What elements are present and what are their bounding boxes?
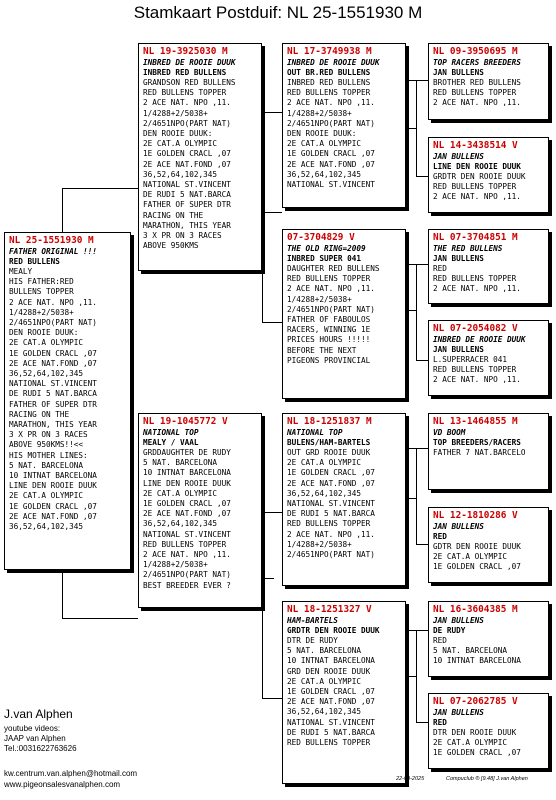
pedigree-line: 2 ACE NAT. NPO ,11.	[433, 284, 521, 294]
pigeon-owner: JAN BULLENS	[433, 67, 484, 77]
pedigree-line: GRANDSON RED BULLENS	[143, 77, 236, 87]
pigeon-owner: JAN BULLENS	[433, 253, 484, 263]
pigeon-card-dam-dam	[282, 601, 406, 784]
breeder-name: J.van Alphen	[4, 707, 73, 721]
connector	[408, 676, 416, 677]
pigeon-card-sire	[138, 43, 262, 271]
pigeon-owner: GRDTR DEN ROOIE DUUK	[287, 625, 380, 635]
pedigree-line: 2/4651NPO(PART NAT)	[143, 118, 231, 128]
pigeon-owner: DE RUDY	[433, 625, 466, 635]
pedigree-line: GRDDAUGHTER DE RUDY	[143, 447, 231, 457]
connector	[408, 310, 416, 311]
pigeon-name: INBRED DE ROOIE DUUK	[143, 57, 236, 67]
pedigree-line: 2 ACE NAT. NPO ,11.	[287, 529, 375, 539]
pedigree-line: RACING ON THE	[143, 210, 204, 220]
page-title: Stamkaart Postduif: NL 25-1551930 M	[133, 3, 423, 22]
connector	[416, 722, 428, 723]
connector	[262, 578, 263, 698]
pedigree-line: 2E CAT.A OLYMPIC	[9, 491, 84, 501]
pedigree-line: DEN ROOIE DUUK:	[143, 128, 213, 138]
pigeon-name: INBRED DE ROOIE DUUK	[287, 57, 380, 67]
pedigree-line: RED BULLENS TOPPER	[433, 182, 517, 192]
connector	[408, 80, 428, 81]
pedigree-line: 1E GOLDEN CRACL ,07	[287, 686, 375, 696]
connector	[408, 264, 428, 265]
pedigree-line: DE RUDI 5 NAT.BARCA	[143, 190, 231, 200]
pigeon-card-dam	[138, 413, 262, 608]
pedigree-line: 2/4651NPO(PART NAT)	[287, 118, 375, 128]
pedigree-line: 5 NAT. BARCELONA	[9, 460, 84, 470]
pedigree-line: 10 INTNAT BARCELONA	[143, 468, 231, 478]
ring-number: NL 07-3704851 M	[433, 232, 518, 243]
pedigree-line: 10 INTNAT BARCELONA	[433, 656, 521, 666]
pedigree-line: NATIONAL ST.VINCENT	[9, 379, 97, 389]
pedigree-line: 1E GOLDEN CRACL ,07	[143, 498, 231, 508]
pigeon-name: FATHER ORIGINAL !!!	[9, 246, 97, 256]
pedigree-line: 5 NAT. BARCELONA	[287, 646, 362, 656]
pedigree-line: 1E GOLDEN CRACL ,07	[9, 348, 97, 358]
pedigree-line: PRICES HOURS !!!!!	[287, 335, 371, 345]
pedigree-line: 2E ACE NAT.FOND ,07	[287, 478, 375, 488]
pedigree-line: DEN ROOIE DUUK:	[287, 128, 357, 138]
pedigree-line: GRD DEN ROOIE DUUK	[287, 666, 371, 676]
pedigree-line: 2/4651NPO(PART NAT)	[9, 317, 97, 327]
pigeon-owner: INBRED SUPER 041	[287, 253, 362, 263]
pedigree-line: OUT GRD ROOIE DUUK	[287, 447, 371, 457]
footer-line: Tel.:0031622763626	[4, 744, 77, 753]
pedigree-line: 2E CAT.A OLYMPIC	[433, 738, 508, 748]
connector	[416, 360, 428, 361]
pedigree-line: FATHER 7 NAT.BARCELO	[433, 447, 526, 457]
pedigree-line: 1E GOLDEN CRACL ,07	[143, 149, 231, 159]
pedigree-line: 2 ACE NAT. NPO ,11.	[287, 98, 375, 108]
pigeon-card-dam-dam-dam	[428, 693, 549, 769]
pedigree-line: NATIONAL ST.VINCENT	[143, 529, 231, 539]
pigeon-name: INBRED DE ROOIE DUUK	[433, 334, 526, 344]
pedigree-line: RACERS, WINNING 1E	[287, 325, 371, 335]
pedigree-line: RED BULLENS TOPPER	[433, 274, 517, 284]
pedigree-line: 2/4651NPO(PART NAT)	[287, 304, 375, 314]
pedigree-line: 2E CAT.A OLYMPIC	[143, 488, 218, 498]
pedigree-line: RED BULLENS TOPPER	[433, 88, 517, 98]
connector	[262, 512, 282, 513]
pedigree-line: BROTHER RED BULLENS	[433, 77, 521, 87]
pigeon-card-sire-sire-sire	[428, 43, 549, 120]
pedigree-line: DTR DEN ROOIE DUUK	[433, 727, 517, 737]
pedigree-line: DE RUDI 5 NAT.BARCA	[287, 509, 375, 519]
pedigree-line: 2E CAT.A OLYMPIC	[433, 552, 508, 562]
pigeon-owner: TOP BREEDERS/RACERS	[433, 437, 521, 447]
email-link[interactable]: kw.centrum.van.alphen@hotmail.com	[4, 769, 138, 778]
pedigree-line: 2E CAT.A OLYMPIC	[287, 139, 362, 149]
ring-number: NL 07-2054082 V	[433, 323, 518, 334]
pedigree-line: 1/4288+2/5038+	[287, 294, 352, 304]
pedigree-line: RED BULLENS TOPPER	[287, 274, 371, 284]
connector	[262, 578, 274, 579]
pedigree-line: 2E ACE NAT.FOND ,07	[287, 697, 375, 707]
software-credit: Compuclub ® [9.48] J.van Alphen	[446, 776, 528, 782]
pedigree-line: 3 X PR ON 3 RACES	[9, 430, 88, 440]
pedigree-line: MARATHON, THIS YEAR	[9, 419, 97, 429]
pigeon-owner: OUT BR.RED BULLENS	[287, 67, 371, 77]
connector	[62, 618, 138, 619]
pigeon-card-sire-sire	[282, 43, 406, 208]
pedigree-line: 2E ACE NAT.FOND ,07	[9, 358, 97, 368]
pedigree-line: 1/4288+2/5038+	[287, 108, 352, 118]
pigeon-name: THE RED BULLENS	[433, 243, 503, 253]
pedigree-line: 36,52,64,102,345	[287, 169, 362, 179]
pedigree-line: RED BULLENS TOPPER	[287, 737, 371, 747]
pigeon-owner: RED BULLENS	[9, 256, 60, 266]
pedigree-line: RED	[433, 263, 447, 273]
connector	[262, 112, 263, 212]
pedigree-line: BEST BREEDER EVER ?	[143, 580, 231, 590]
pedigree-line: 10 INTNAT BARCELONA	[9, 470, 97, 480]
pedigree-line: 2E ACE NAT.FOND ,07	[9, 511, 97, 521]
pigeon-name: VD BOOM	[433, 427, 466, 437]
footer-line: youtube videos:	[4, 724, 61, 733]
pigeon-card-sire-dam-sire	[428, 229, 549, 304]
pedigree-line: 2E CAT.A OLYMPIC	[143, 139, 218, 149]
pedigree-line: RED BULLENS TOPPER	[143, 88, 227, 98]
pedigree-line: 2E ACE NAT.FOND ,07	[287, 159, 375, 169]
pigeon-name: NATIONAL TOP	[143, 427, 199, 437]
connector	[408, 498, 416, 499]
pedigree-line: DAUGHTER RED BULLENS	[287, 263, 380, 273]
pigeon-owner: BULENS/HAM-BARTELS	[287, 437, 371, 447]
connector	[62, 188, 63, 232]
pedigree-line: 1E GOLDEN CRACL ,07	[433, 562, 521, 572]
connector	[408, 630, 428, 631]
pedigree-line: 2 ACE NAT. NPO ,11.	[9, 297, 97, 307]
pedigree-line: HIS FATHER:RED	[9, 277, 74, 287]
pedigree-line: 2 ACE NAT. NPO ,11.	[143, 98, 231, 108]
pedigree-line: DE RUDI 5 NAT.BARCA	[287, 727, 375, 737]
ring-number: NL 25-1551930 M	[9, 235, 94, 246]
connector	[416, 80, 417, 176]
connector	[262, 112, 282, 113]
pedigree-line: 2E ACE NAT.FOND ,07	[143, 159, 231, 169]
pedigree-line: 36,52,64,102,345	[287, 707, 362, 717]
pedigree-line: GDTR DEN ROOIE DUUK	[433, 541, 521, 551]
pigeon-name: JAN BULLENS	[433, 151, 484, 161]
pedigree-line: 5 NAT. BARCELONA	[143, 458, 218, 468]
pedigree-line: 1/4288+2/5038+	[9, 307, 74, 317]
pedigree-line: LINE DEN ROOIE DUUK	[143, 478, 231, 488]
pedigree-line: PIGEONS PROVINCIAL	[287, 355, 371, 365]
pigeon-card-sire-dam	[282, 229, 406, 399]
pedigree-line: 1E GOLDEN CRACL ,07	[287, 468, 375, 478]
connector	[262, 212, 282, 213]
pedigree-line: LINE DEN ROOIE DUUK	[9, 481, 97, 491]
pedigree-line: FATHER OF FABOULOS	[287, 314, 371, 324]
pedigree-line: FATHER OF SUPER DTR	[9, 399, 97, 409]
pedigree-line: 36,52,64,102,345	[9, 368, 84, 378]
pigeon-name: THE OLD RING=2009	[287, 243, 366, 253]
connector	[408, 128, 416, 129]
pedigree-line: GRDTR DEN ROOIE DUUK	[433, 171, 526, 181]
pedigree-line: 1/4288+2/5038+	[287, 539, 352, 549]
ring-number: NL 07-2062785 V	[433, 696, 518, 707]
pedigree-line: RED BULLENS TOPPER	[143, 539, 227, 549]
ring-number: NL 18-1251837 M	[287, 416, 372, 427]
pedigree-line: 2/4651NPO(PART NAT)	[143, 570, 231, 580]
pedigree-line: ABOVE 950KMS!!<<	[9, 440, 84, 450]
pedigree-line: 2E CAT.A OLYMPIC	[287, 676, 362, 686]
pedigree-line: RED BULLENS TOPPER	[287, 88, 371, 98]
pedigree-line: HIS MOTHER LINES:	[9, 450, 88, 460]
ring-number: NL 17-3749938 M	[287, 46, 372, 57]
pigeon-name: JAN BULLENS	[433, 707, 484, 717]
pedigree-line: 36,52,64,102,345	[143, 169, 218, 179]
print-date: 22-09-2025	[396, 776, 425, 782]
pedigree-line: 2 ACE NAT. NPO ,11.	[433, 192, 521, 202]
pedigree-line: 36,52,64,102,345	[287, 488, 362, 498]
connector	[62, 570, 63, 618]
pedigree-line: 2 ACE NAT. NPO ,11.	[433, 98, 521, 108]
pigeon-owner: INBRED RED BULLENS	[143, 67, 227, 77]
pigeon-card-sire-dam-dam	[428, 320, 549, 396]
pedigree-line: NATIONAL ST.VINCENT	[287, 498, 375, 508]
website-link[interactable]: www.pigeonsalesvanalphen.com	[4, 780, 121, 789]
pedigree-line: DEN ROOIE DUUK:	[9, 328, 79, 338]
ring-number: 07-3704829 V	[287, 232, 355, 243]
connector	[262, 698, 282, 699]
ring-number: NL 16-3604385 M	[433, 604, 518, 615]
pedigree-line: BEFORE THE NEXT	[287, 345, 357, 355]
connector	[416, 448, 417, 544]
pedigree-line: 5 NAT. BARCELONA	[433, 646, 508, 656]
pedigree-line: 2/4651NPO(PART NAT)	[287, 549, 375, 559]
pedigree-line: ABOVE 950KMS	[143, 241, 199, 251]
pedigree-line: 2E CAT.A OLYMPIC	[9, 338, 84, 348]
connector	[262, 322, 282, 323]
pigeon-name: TOP RACERS BREEDERS	[433, 57, 521, 67]
pedigree-line: MARATHON, THIS YEAR	[143, 220, 231, 230]
ring-number: NL 14-3438514 V	[433, 140, 518, 151]
pedigree-line: 1E GOLDEN CRACL ,07	[287, 149, 375, 159]
ring-number: NL 19-3925030 M	[143, 46, 228, 57]
pigeon-card-dam-dam-sire	[428, 601, 549, 677]
pigeon-card-dam-sire	[282, 413, 406, 586]
connector	[62, 188, 138, 189]
pedigree-line: 2 ACE NAT. NPO ,11.	[143, 549, 231, 559]
pedigree-line: RED BULLENS TOPPER	[433, 365, 517, 375]
pedigree-line: 1E GOLDEN CRACL ,07	[433, 748, 521, 758]
connector	[416, 630, 417, 722]
pigeon-name: NATIONAL TOP	[287, 427, 343, 437]
pigeon-card-subject	[4, 232, 131, 570]
connector	[416, 264, 417, 360]
pedigree-line: NATIONAL ST.VINCENT	[143, 179, 231, 189]
pigeon-card-dam-sire-dam	[428, 507, 549, 583]
pigeon-owner: LINE DEN ROOIE DUUK	[433, 161, 521, 171]
pigeon-name: JAN BULLENS	[433, 521, 484, 531]
pigeon-name: HAM-BARTELS	[287, 615, 338, 625]
pedigree-line: RED	[433, 635, 447, 645]
pedigree-line: 2E CAT.A OLYMPIC	[287, 458, 362, 468]
pedigree-line: INBRED RED BULLENS	[287, 77, 371, 87]
footer-line: JAAP van Alphen	[4, 734, 66, 743]
pedigree-line: 1/4288+2/5038+	[143, 108, 208, 118]
connector	[416, 176, 428, 177]
pedigree-line: 1/4288+2/5038+	[143, 560, 208, 570]
ring-number: NL 12-1810286 V	[433, 510, 518, 521]
pigeon-owner: RED	[433, 531, 447, 541]
pedigree-line: 2 ACE NAT. NPO ,11.	[433, 375, 521, 385]
pedigree-line: 2 ACE NAT. NPO ,11.	[287, 284, 375, 294]
pigeon-card-dam-sire-sire	[428, 413, 549, 490]
pedigree-line: 2E ACE NAT.FOND ,07	[143, 509, 231, 519]
connector	[262, 212, 263, 322]
ring-number: NL 18-1251327 V	[287, 604, 372, 615]
pedigree-line: 36,52,64,102,345	[143, 519, 218, 529]
pedigree-line: 3 X PR ON 3 RACES	[143, 230, 222, 240]
pigeon-owner: RED	[433, 717, 447, 727]
ring-number: NL 09-3950695 M	[433, 46, 518, 57]
pedigree-line: L.SUPERRACER 041	[433, 354, 508, 364]
pedigree-line: NATIONAL ST.VINCENT	[287, 179, 375, 189]
connector	[262, 512, 263, 578]
pedigree-line: MEALY	[9, 266, 33, 276]
pigeon-owner: JAN BULLENS	[433, 344, 484, 354]
pedigree-line: DE RUDI 5 NAT.BARCA	[9, 389, 97, 399]
pedigree-line: 10 INTNAT BARCELONA	[287, 656, 375, 666]
pedigree-line: NATIONAL ST.VINCENT	[287, 717, 375, 727]
connector	[416, 544, 428, 545]
pedigree-line: FATHER OF SUPER DTR	[143, 200, 231, 210]
pedigree-line: RACING ON THE	[9, 409, 70, 419]
pedigree-line: RED BULLENS TOPPER	[287, 519, 371, 529]
pedigree-line: 1E GOLDEN CRACL ,07	[9, 501, 97, 511]
pigeon-name: JAN BULLENS	[433, 615, 484, 625]
pedigree-line: 36,52,64,102,345	[9, 521, 84, 531]
pigeon-card-sire-sire-dam	[428, 137, 549, 213]
pigeon-owner: MEALY / VAAL	[143, 437, 199, 447]
pedigree-line: DTR DE RUDY	[287, 635, 338, 645]
ring-number: NL 13-1464855 M	[433, 416, 518, 427]
ring-number: NL 19-1045772 V	[143, 416, 228, 427]
connector	[408, 448, 428, 449]
pedigree-line: BULLENS TOPPER	[9, 287, 74, 297]
